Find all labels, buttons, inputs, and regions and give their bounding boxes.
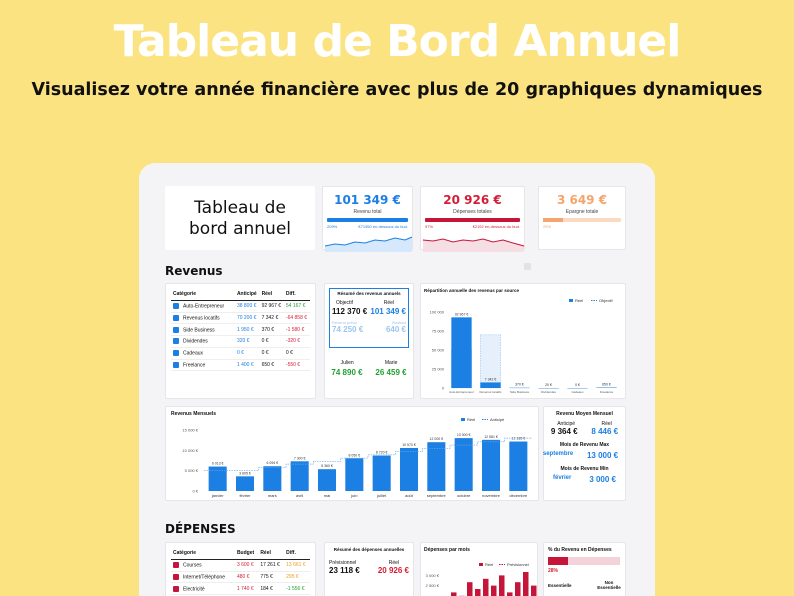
x-tick-label: janvier [211,493,224,498]
bar-value-label: 8 050 € [348,453,361,458]
legend-reel-swatch [569,299,573,302]
bar-décembre [509,442,527,491]
revenu-prevu-value: 74 250 € [332,325,364,334]
bar-juillet [373,456,391,491]
bar-auto-entrepreneur [451,317,471,388]
legend-reel-label: Réel [467,417,476,422]
briefcase-icon [173,303,179,309]
person2-value: 26 459 € [375,368,407,377]
depenses-par-mois-card [420,542,538,596]
dep-month-chart-svg [421,543,539,596]
revenus-table [171,288,310,371]
kpi-revenu-note: €71950 en-dessous du bud. [358,224,408,229]
dep-bar [515,582,521,596]
y-tick-label: 2 500 € [425,583,439,588]
monthly-chart-title: Revenus Mensuels [171,411,217,417]
depenses-summary-title: Résumé des dépenses annuelles [333,547,405,552]
x-tick-label: septembre [426,493,446,498]
source-chart-title: Répartition annuelle des revenus par source [424,288,520,293]
x-tick-label: décembre [509,493,528,498]
legend-objectif-label: Objectif [599,298,613,303]
bar-value-label: 0 € [575,383,580,387]
kpi-depenses-note: €2192 en-dessous du bud. [472,224,520,229]
kpi-revenu-label: Revenu total [353,209,382,215]
dep-bar [523,572,529,596]
x-tick-label: juillet [377,493,387,498]
col-categorie: Catégorie [171,288,235,301]
x-tick-label: Auto-Entrepreneur [449,390,474,394]
objectif-label: Objectif [336,300,353,306]
bar-value-label: 5 360 € [321,464,333,469]
revenu-moyen-card [543,406,626,501]
bar-octobre [455,438,473,491]
kpi-depenses-value: 20 926 € [443,193,502,207]
kpi-revenu-value: 101 349 € [334,193,401,207]
x-tick-label: août [405,493,413,498]
x-tick-label: février [239,493,251,498]
bar-août [400,448,418,491]
dep-bar [491,586,497,596]
col-diff: Diff. [284,288,310,301]
kpi-depenses-pct: 97% [425,224,434,229]
pct-revenu-depenses-card [543,542,626,596]
bar-value-label: 7 300 € [293,456,306,461]
restant-value: 640 € [385,325,406,334]
depenses-table [171,547,310,595]
non-essentielle-label: Non Essentielle [597,580,621,590]
bar-value-label: 12 000 € [429,437,444,442]
bar-juin [345,458,363,491]
x-tick-label: mars [267,493,277,498]
col-reel: Réel [258,547,284,560]
kpi-epargne-value: 3 649 € [556,193,608,207]
bar-revenus-locatifs [480,382,500,388]
dep-prev-value: 23 118 € [329,566,360,575]
revenu-prevu-label: Revenu prévu [332,320,357,325]
bar-value-label: 6 013 € [211,461,224,466]
legend-reel-label: Réel [575,298,584,303]
y-tick-label: 50 000 [431,347,444,353]
kpi-revenu-pct: 209% [327,224,338,229]
revenus-mensuels-card [165,406,539,501]
wifi-icon [173,574,179,580]
y-tick-label: 10 000 € [182,447,198,453]
bar-septembre [427,442,445,491]
legend-reel-swatch [461,418,465,421]
dep-bar [499,575,505,596]
person2-label: Marie [384,360,398,366]
bar-janvier [209,467,227,491]
x-tick-label: Revenus locatifs [479,390,502,394]
col-categorie: Catégorie [171,547,235,560]
min-value: 3 000 € [589,475,617,484]
revenus-summary-box [329,288,409,348]
bar-value-label: 12 581 € [484,434,498,439]
revenus-summary-title: Résumé des revenus annuels [337,291,401,296]
bolt-icon [173,586,179,592]
bar-value-label: 6 094 € [266,461,279,466]
reel-label: Réel [383,300,394,306]
x-tick-label: avril [295,493,304,498]
x-tick-label: juin [351,493,358,498]
bar-value-label: 10 570 € [402,443,416,448]
max-month: septembre [542,451,574,457]
dep-reel-label: Réel [388,560,399,566]
shop-icon [173,327,179,333]
dashboard-title: Tableau de bord annuel [189,198,291,239]
bar-value-label: 12 165 € [511,436,526,441]
kpi-revenu-total [322,186,413,250]
x-tick-label: Dividendes [541,390,556,394]
dep-month-title: Dépenses par mois [424,547,470,553]
moyen-anticipe-value: 9 364 € [550,427,578,436]
kpi-epargne-pct: 25% [543,224,552,229]
dashboard-sheet [139,163,655,596]
kpi-epargne-label: Epargne totale [565,209,599,215]
kpi-depenses-sparkline [421,230,526,252]
reel-value: 101 349 € [370,307,406,316]
kpi-revenu-sparkline [323,230,414,252]
pct-bar [548,557,620,565]
x-tick-label: octobre [456,493,471,498]
bar-value-label: 8 720 € [375,450,388,455]
x-tick-label: novembre [482,493,500,498]
table-row[interactable]: Electricité 1 740 € 184 € -1 556 € [171,583,310,595]
moyen-reel-label: Réel [601,421,612,427]
kpi-depenses-total [420,186,525,250]
hero-subtitle: Visualisez votre année financière avec plus de 20 graphiques dynamiques [31,80,763,100]
source-chart-svg [421,284,627,400]
dep-bar [483,579,489,596]
bar-value-label: 92 967 € [454,312,469,317]
table-row[interactable]: Side Business 1 950 € 370 € -1 580 € [171,324,310,336]
x-tick-label: Cadeaux [571,390,584,394]
bar-avril [291,461,309,491]
dashboard-title-card [165,186,315,250]
revenus-section-title: Revenus [165,264,223,278]
min-month-title: Mois de Revenu Min [560,466,609,472]
restant-label: Restant [392,320,406,325]
table-row[interactable]: Revenus locatifs 70 200 € 7 342 € -64 858 € [171,312,310,324]
dep-bar [531,586,537,596]
dep-bar [475,589,481,596]
y-tick-label: 3 000 € [425,573,439,578]
y-tick-label: 5 000 € [184,468,198,474]
dep-reel-value: 20 926 € [377,566,409,575]
cart-icon [173,562,179,568]
col-anticipe: Anticipé [235,288,260,301]
y-tick-label: 25 000 [431,366,444,372]
monthly-chart-svg [166,407,540,502]
bar-mars [263,466,281,491]
hero-title: Tableau de Bord Annuel [113,16,681,67]
objectif-value: 112 370 € [332,307,368,316]
legend-anticipe-label: Anticipé [490,417,505,422]
max-month-title: Mois de Revenu Max [559,442,610,448]
pct-value: 28% [548,568,559,574]
bar-value-label: 650 € [602,382,611,387]
dep-bar [467,582,473,596]
kpi-depenses-bar [425,218,520,222]
depenses-table-card [165,542,316,596]
moyen-anticipe-label: Anticipé [557,421,576,427]
kpi-epargne-total [538,186,626,250]
table-row[interactable]: Dividendes 320 € 0 € -320 € [171,336,310,348]
depenses-summary-card [324,542,414,596]
revenus-summary-card [324,283,414,399]
revenus-table-card [165,283,316,399]
laptop-icon [173,362,179,368]
bar-novembre [482,440,500,491]
y-tick-label: 0 [441,385,444,391]
bar-mai [318,469,336,491]
gift-icon [173,350,179,356]
house-icon [173,315,179,321]
x-tick-label: Freelance [599,390,614,394]
bar-value-label: 13 000 € [456,433,471,438]
dep-bar [451,592,457,596]
bar-value-label: 20 € [545,383,552,387]
table-row[interactable]: Auto-Entrepreneur 38 800 € 92 967 € 54 167 € [171,301,310,313]
y-tick-label: 100 000 [429,309,444,315]
y-tick-label: 0 € [192,488,198,494]
scroll-handle[interactable] [524,263,531,270]
kpi-epargne-bar [543,218,621,222]
x-tick-label: mai [323,493,331,498]
min-month: février [552,475,572,481]
moyen-reel-value: 8 446 € [591,427,619,436]
legend-reel-swatch [479,563,483,566]
x-tick-label: Side Business [509,390,530,394]
bar-février [236,476,254,491]
max-value: 13 000 € [586,451,619,460]
col-reel: Réel [260,288,284,301]
person1-label: Julien [340,360,354,366]
col-budget: Budget [235,547,258,560]
person1-value: 74 890 € [331,368,363,377]
table-row[interactable]: Internet/Téléphone 480 € 775 € 295 € [171,571,310,583]
depenses-section-title: DÉPENSES [165,522,236,536]
revenu-moyen-title: Revenu Moyen Mensuel [556,411,613,417]
y-tick-label: 15 000 € [182,427,198,433]
dep-bar [507,592,513,596]
legend-prev-label: Prévisionnel [507,562,529,567]
legend-reel-label: Réel [485,562,494,567]
bar-value-label: 7 342 € [484,377,497,382]
bar-value-label: 3 605 € [239,471,251,476]
table-row[interactable]: Courses 3 600 € 17 261 € 13 661 € [171,560,310,572]
y-tick-label: 75 000 [431,328,444,334]
col-diff: Diff. [284,547,310,560]
kpi-depenses-label: Dépenses totales [453,209,492,215]
dep-prev-label: Prévisionnel [329,560,357,566]
table-row[interactable]: Cadeaux 0 € 0 € 0 € [171,347,310,359]
pct-title: % du Revenu en Dépenses [548,547,612,553]
revenus-source-chart-card [420,283,626,399]
essentielle-label: Essentielle [548,583,572,588]
bank-icon [173,338,179,344]
table-row[interactable]: Freelance 1 400 € 650 € -550 € [171,359,310,371]
kpi-revenu-bar [327,218,408,222]
bar-value-label: 370 € [515,382,524,387]
